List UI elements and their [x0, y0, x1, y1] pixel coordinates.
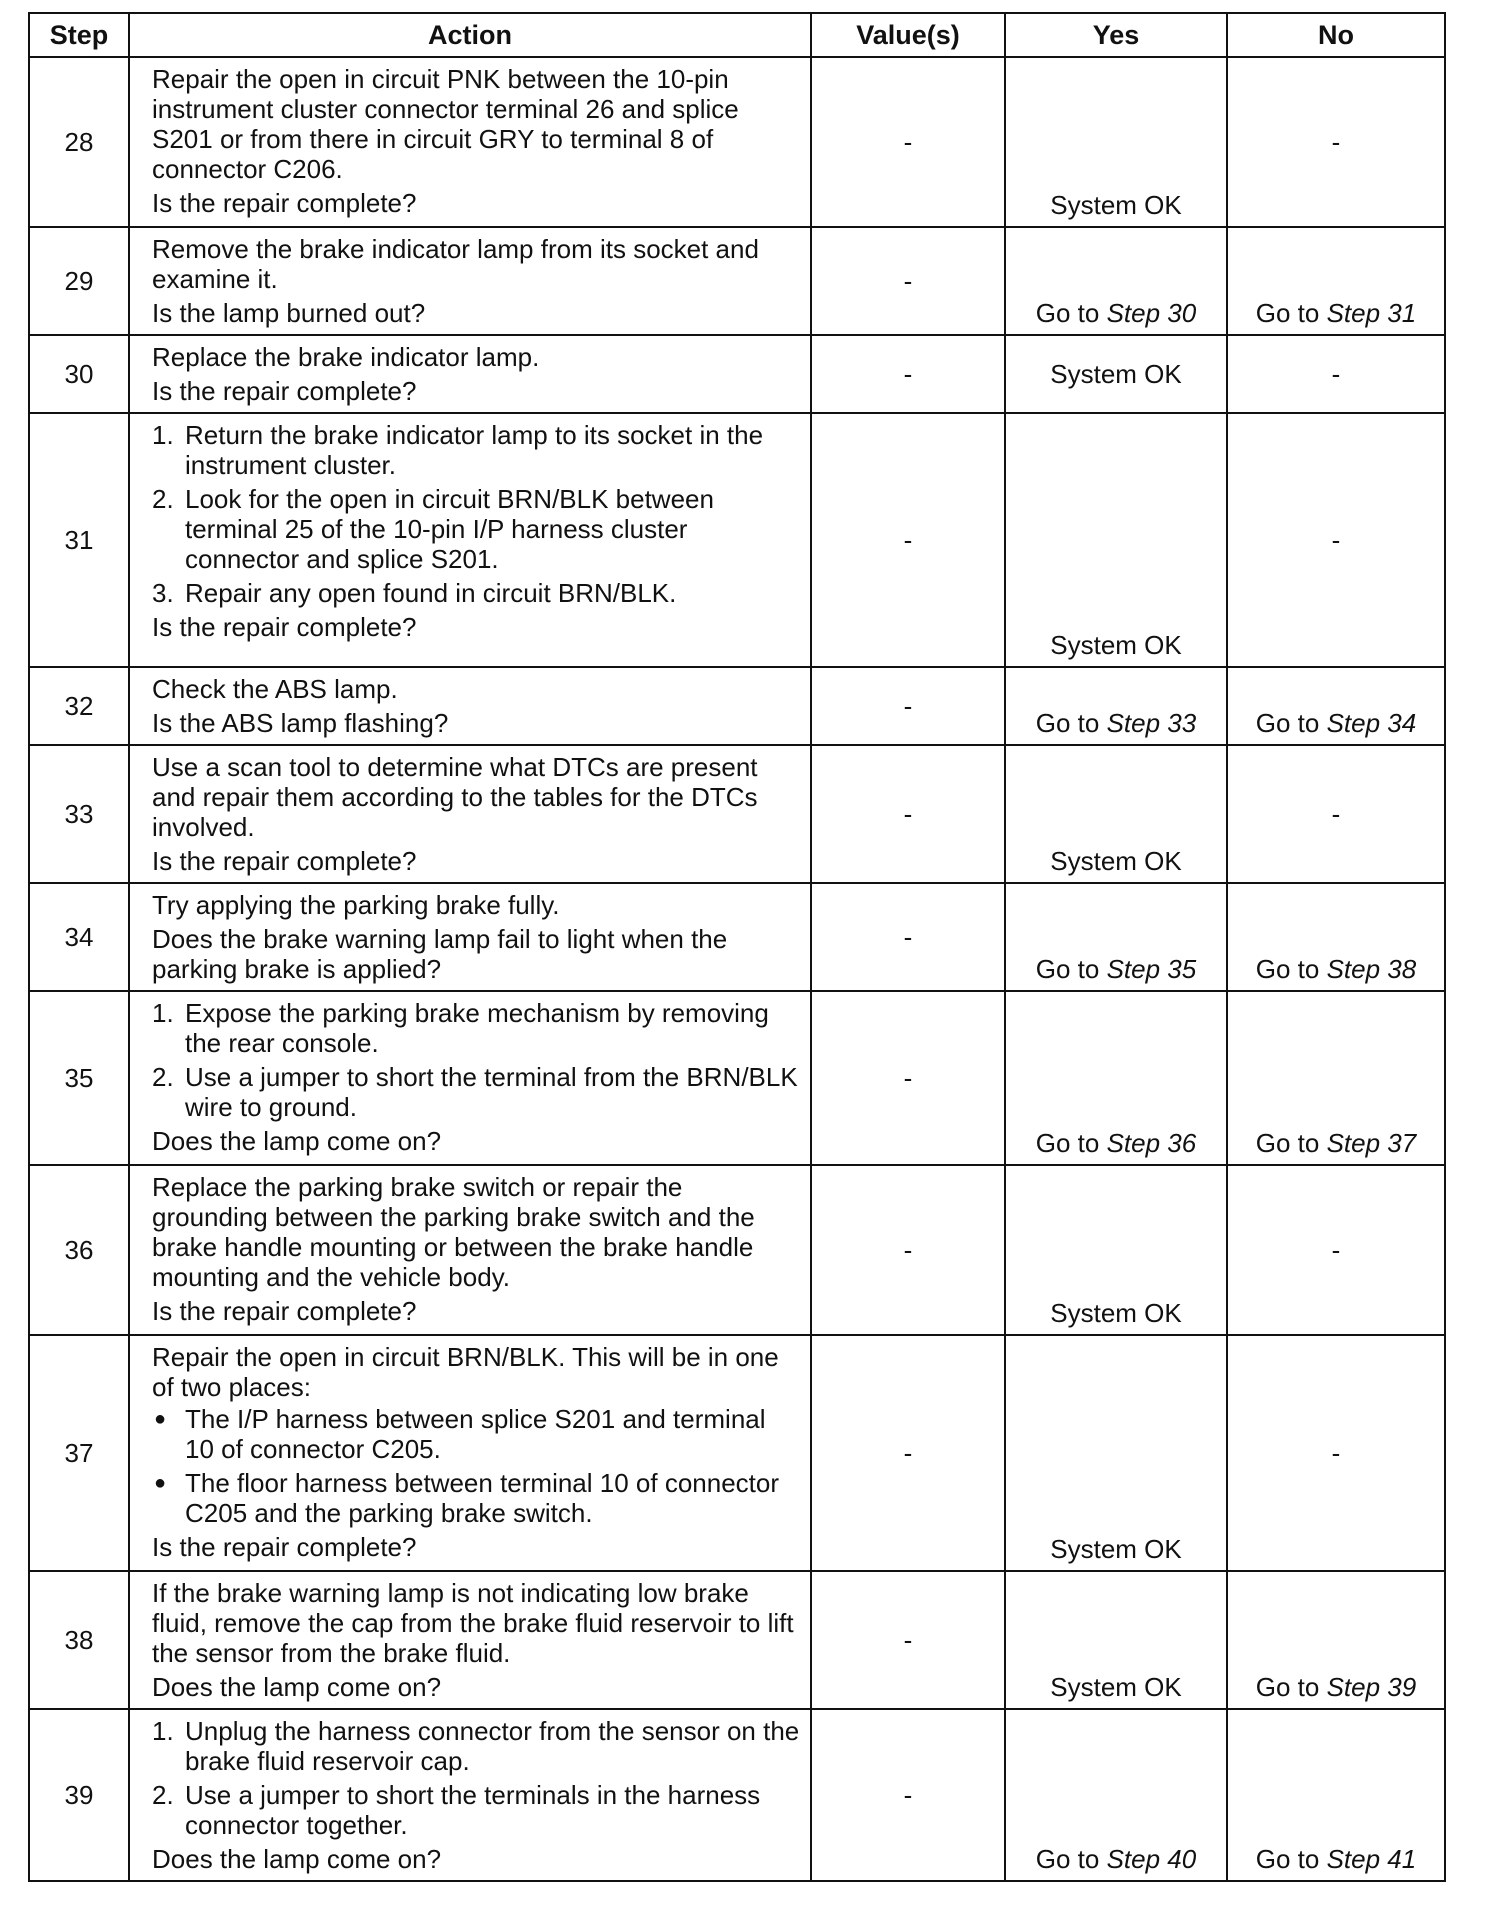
yes-cell — [1005, 667, 1227, 745]
table-row — [29, 883, 1445, 991]
action-cell — [129, 335, 811, 413]
outcome-text: - — [1331, 1438, 1341, 1468]
yes-outcome — [1006, 1128, 1226, 1158]
yes-cell — [1005, 413, 1227, 667]
goto-prefix: Go to — [1035, 1844, 1107, 1874]
action-step-item — [152, 998, 800, 1058]
no-outcome — [1228, 1128, 1444, 1158]
values-cell: - — [811, 1165, 1005, 1335]
values-cell: - — [811, 413, 1005, 667]
action-step-number: 2. — [152, 1780, 174, 1810]
action-cell — [129, 745, 811, 883]
action-text: Use a scan tool to determine what DTCs are present and repair them according to the tables for the DTCs involved. — [152, 752, 758, 842]
goto-prefix: Go to — [1255, 1844, 1327, 1874]
action-step-item — [152, 1716, 800, 1776]
action-cell — [129, 1709, 811, 1881]
outcome-text: System OK — [1050, 1672, 1182, 1702]
table-row — [29, 991, 1445, 1165]
outcome-text: System OK — [1050, 1534, 1182, 1564]
table-row — [29, 335, 1445, 413]
yes-outcome — [1006, 708, 1226, 738]
no-outcome — [1228, 298, 1444, 328]
no-outcome — [1228, 954, 1444, 984]
step-reference: Step 35 — [1106, 954, 1197, 984]
step-number: 31 — [29, 413, 129, 667]
yes-cell — [1005, 1335, 1227, 1571]
outcome-text: System OK — [1050, 846, 1182, 876]
action-step-text: Unplug the harness connector from the sensor on the brake fluid reservoir cap. — [185, 1716, 800, 1776]
no-cell — [1227, 1165, 1445, 1335]
action-question: Does the lamp come on? — [152, 1844, 442, 1874]
goto-prefix: Go to — [1255, 1672, 1327, 1702]
goto-prefix: Go to — [1035, 954, 1107, 984]
values-cell: - — [811, 227, 1005, 335]
no-outcome — [1228, 1844, 1444, 1874]
no-outcome — [1228, 359, 1444, 389]
yes-cell — [1005, 335, 1227, 413]
action-question: Is the repair complete? — [152, 1296, 417, 1326]
yes-cell — [1005, 883, 1227, 991]
action-cell — [129, 1571, 811, 1709]
table-row — [29, 1571, 1445, 1709]
step-number: 34 — [29, 883, 129, 991]
action-question: Is the lamp burned out? — [152, 298, 426, 328]
values-cell: - — [811, 1335, 1005, 1571]
step-reference: Step 30 — [1106, 298, 1197, 328]
action-step-item — [152, 484, 800, 574]
no-outcome — [1228, 127, 1444, 157]
step-reference: Step 41 — [1326, 1844, 1417, 1874]
action-question: Does the lamp come on? — [152, 1672, 442, 1702]
action-question: Is the repair complete? — [152, 612, 417, 642]
no-outcome — [1228, 799, 1444, 829]
no-cell — [1227, 745, 1445, 883]
table-row — [29, 413, 1445, 667]
outcome-text: - — [1331, 525, 1341, 555]
no-cell — [1227, 413, 1445, 667]
action-text: Remove the brake indicator lamp from its socket and examine it. — [152, 234, 759, 294]
no-cell — [1227, 1571, 1445, 1709]
step-reference: Step 36 — [1106, 1128, 1197, 1158]
no-cell — [1227, 667, 1445, 745]
action-steps-list — [152, 998, 800, 1122]
yes-outcome — [1006, 1844, 1226, 1874]
table-row — [29, 745, 1445, 883]
step-number: 29 — [29, 227, 129, 335]
action-question: Is the repair complete? — [152, 1532, 417, 1562]
action-step-text: Look for the open in circuit BRN/BLK between terminal 25 of the 10-pin I/P harness cluster connector and splice S201. — [185, 484, 714, 574]
values-cell: - — [811, 57, 1005, 227]
goto-prefix: Go to — [1035, 708, 1107, 738]
action-question: Is the repair complete? — [152, 376, 417, 406]
goto-prefix: Go to — [1255, 1128, 1327, 1158]
no-outcome — [1228, 1235, 1444, 1265]
step-reference: Step 31 — [1326, 298, 1417, 328]
action-step-item — [152, 420, 800, 480]
action-question: Is the repair complete? — [152, 846, 417, 876]
action-cell — [129, 413, 811, 667]
goto-prefix: Go to — [1255, 708, 1327, 738]
action-steps-list — [152, 1716, 800, 1840]
action-cell — [129, 667, 811, 745]
step-number: 33 — [29, 745, 129, 883]
values-cell: - — [811, 1571, 1005, 1709]
header-yes: Yes — [1005, 13, 1227, 57]
action-question: Does the lamp come on? — [152, 1126, 442, 1156]
action-question: Is the repair complete? — [152, 188, 417, 218]
step-number: 32 — [29, 667, 129, 745]
step-reference: Step 34 — [1326, 708, 1417, 738]
action-question: Does the brake warning lamp fail to light when the parking brake is applied? — [152, 924, 728, 984]
table-row — [29, 667, 1445, 745]
step-number: 35 — [29, 991, 129, 1165]
action-step-text: Expose the parking brake mechanism by removing the rear console. — [185, 998, 769, 1058]
values-cell: - — [811, 745, 1005, 883]
action-bullet-item: ● The floor harness between terminal 10 of connector C205 and the parking brake switch. — [152, 1468, 800, 1528]
no-cell — [1227, 227, 1445, 335]
values-cell: - — [811, 335, 1005, 413]
step-reference: Step 39 — [1326, 1672, 1417, 1702]
outcome-text: - — [1331, 1235, 1341, 1265]
yes-outcome — [1006, 1672, 1226, 1702]
yes-outcome — [1006, 1298, 1226, 1328]
yes-cell — [1005, 1165, 1227, 1335]
outcome-text: System OK — [1050, 359, 1182, 389]
action-step-item — [152, 578, 800, 608]
no-cell — [1227, 335, 1445, 413]
action-text: Replace the parking brake switch or repair the grounding between the parking brake switch and the brake handle mounting or between the brake handle mounting and the vehicle body. — [152, 1172, 755, 1292]
action-step-number: 3. — [152, 578, 174, 608]
action-cell — [129, 1335, 811, 1571]
step-number: 39 — [29, 1709, 129, 1881]
outcome-text: - — [1331, 127, 1341, 157]
goto-prefix: Go to — [1255, 298, 1327, 328]
header-values: Value(s) — [811, 13, 1005, 57]
action-step-number: 1. — [152, 998, 174, 1028]
step-number: 28 — [29, 57, 129, 227]
yes-outcome — [1006, 630, 1226, 660]
step-reference: Step 37 — [1326, 1128, 1417, 1158]
step-reference: Step 38 — [1326, 954, 1417, 984]
step-reference: Step 40 — [1106, 1844, 1197, 1874]
action-cell — [129, 991, 811, 1165]
step-number: 36 — [29, 1165, 129, 1335]
yes-outcome — [1006, 190, 1226, 220]
no-outcome — [1228, 708, 1444, 738]
no-outcome — [1228, 525, 1444, 555]
no-cell — [1227, 991, 1445, 1165]
action-question: Is the ABS lamp flashing? — [152, 708, 449, 738]
action-text: Try applying the parking brake fully. — [152, 890, 560, 920]
yes-cell — [1005, 57, 1227, 227]
step-number: 37 — [29, 1335, 129, 1571]
action-bullet-item: ● The I/P harness between splice S201 and terminal 10 of connector C205. — [152, 1404, 800, 1464]
diagnostic-table — [28, 12, 1446, 1882]
values-cell: - — [811, 667, 1005, 745]
yes-outcome — [1006, 1534, 1226, 1564]
step-number: 30 — [29, 335, 129, 413]
header-no: No — [1227, 13, 1445, 57]
yes-outcome — [1006, 846, 1226, 876]
action-step-text: Use a jumper to short the terminals in the harness connector together. — [185, 1780, 761, 1840]
action-text: Repair the open in circuit PNK between the 10-pin instrument cluster connector terminal 26 and splice S201 or from there in circuit GRY to terminal 8 of connector C206. — [152, 64, 739, 184]
action-step-number: 1. — [152, 420, 174, 450]
header-step: Step — [29, 13, 129, 57]
action-text: If the brake warning lamp is not indicating low brake fluid, remove the cap from the brake fluid reservoir to lift the sensor from the brake fluid. — [152, 1578, 794, 1668]
table-header-row — [29, 13, 1445, 57]
table-row — [29, 1335, 1445, 1571]
outcome-text: System OK — [1050, 1298, 1182, 1328]
values-cell: - — [811, 1709, 1005, 1881]
yes-cell — [1005, 745, 1227, 883]
yes-cell — [1005, 1709, 1227, 1881]
table-row — [29, 227, 1445, 335]
action-cell — [129, 1165, 811, 1335]
action-cell — [129, 883, 811, 991]
goto-prefix: Go to — [1035, 1128, 1107, 1158]
outcome-text: - — [1331, 799, 1341, 829]
action-cell — [129, 227, 811, 335]
table-row — [29, 1165, 1445, 1335]
header-action: Action — [129, 13, 811, 57]
action-text: Repair the open in circuit BRN/BLK. This will be in one of two places: — [152, 1342, 779, 1402]
step-number: 38 — [29, 1571, 129, 1709]
goto-prefix: Go to — [1255, 954, 1327, 984]
yes-cell — [1005, 1571, 1227, 1709]
outcome-text: System OK — [1050, 630, 1182, 660]
no-cell — [1227, 1335, 1445, 1571]
action-step-item — [152, 1780, 800, 1840]
action-step-number: 1. — [152, 1716, 174, 1746]
action-step-text: Repair any open found in circuit BRN/BLK. — [185, 578, 677, 608]
no-outcome — [1228, 1438, 1444, 1468]
outcome-text: System OK — [1050, 190, 1182, 220]
values-cell: - — [811, 883, 1005, 991]
table-row — [29, 1709, 1445, 1881]
no-outcome — [1228, 1672, 1444, 1702]
step-reference: Step 33 — [1106, 708, 1197, 738]
outcome-text: - — [1331, 359, 1341, 389]
yes-outcome — [1006, 298, 1226, 328]
goto-prefix: Go to — [1035, 298, 1107, 328]
action-text: Check the ABS lamp. — [152, 674, 398, 704]
yes-outcome — [1006, 359, 1226, 389]
yes-cell — [1005, 991, 1227, 1165]
no-cell — [1227, 883, 1445, 991]
action-step-item — [152, 1062, 800, 1122]
action-step-number: 2. — [152, 1062, 174, 1092]
action-bullets-list — [152, 1404, 800, 1528]
action-text: Replace the brake indicator lamp. — [152, 342, 540, 372]
no-cell — [1227, 57, 1445, 227]
no-cell — [1227, 1709, 1445, 1881]
action-step-text: Return the brake indicator lamp to its socket in the instrument cluster. — [185, 420, 764, 480]
action-step-number: 2. — [152, 484, 174, 514]
action-steps-list — [152, 420, 800, 608]
table-row — [29, 57, 1445, 227]
yes-outcome — [1006, 954, 1226, 984]
values-cell: - — [811, 991, 1005, 1165]
action-step-text: Use a jumper to short the terminal from the BRN/BLK wire to ground. — [185, 1062, 798, 1122]
yes-cell — [1005, 227, 1227, 335]
action-cell — [129, 57, 811, 227]
